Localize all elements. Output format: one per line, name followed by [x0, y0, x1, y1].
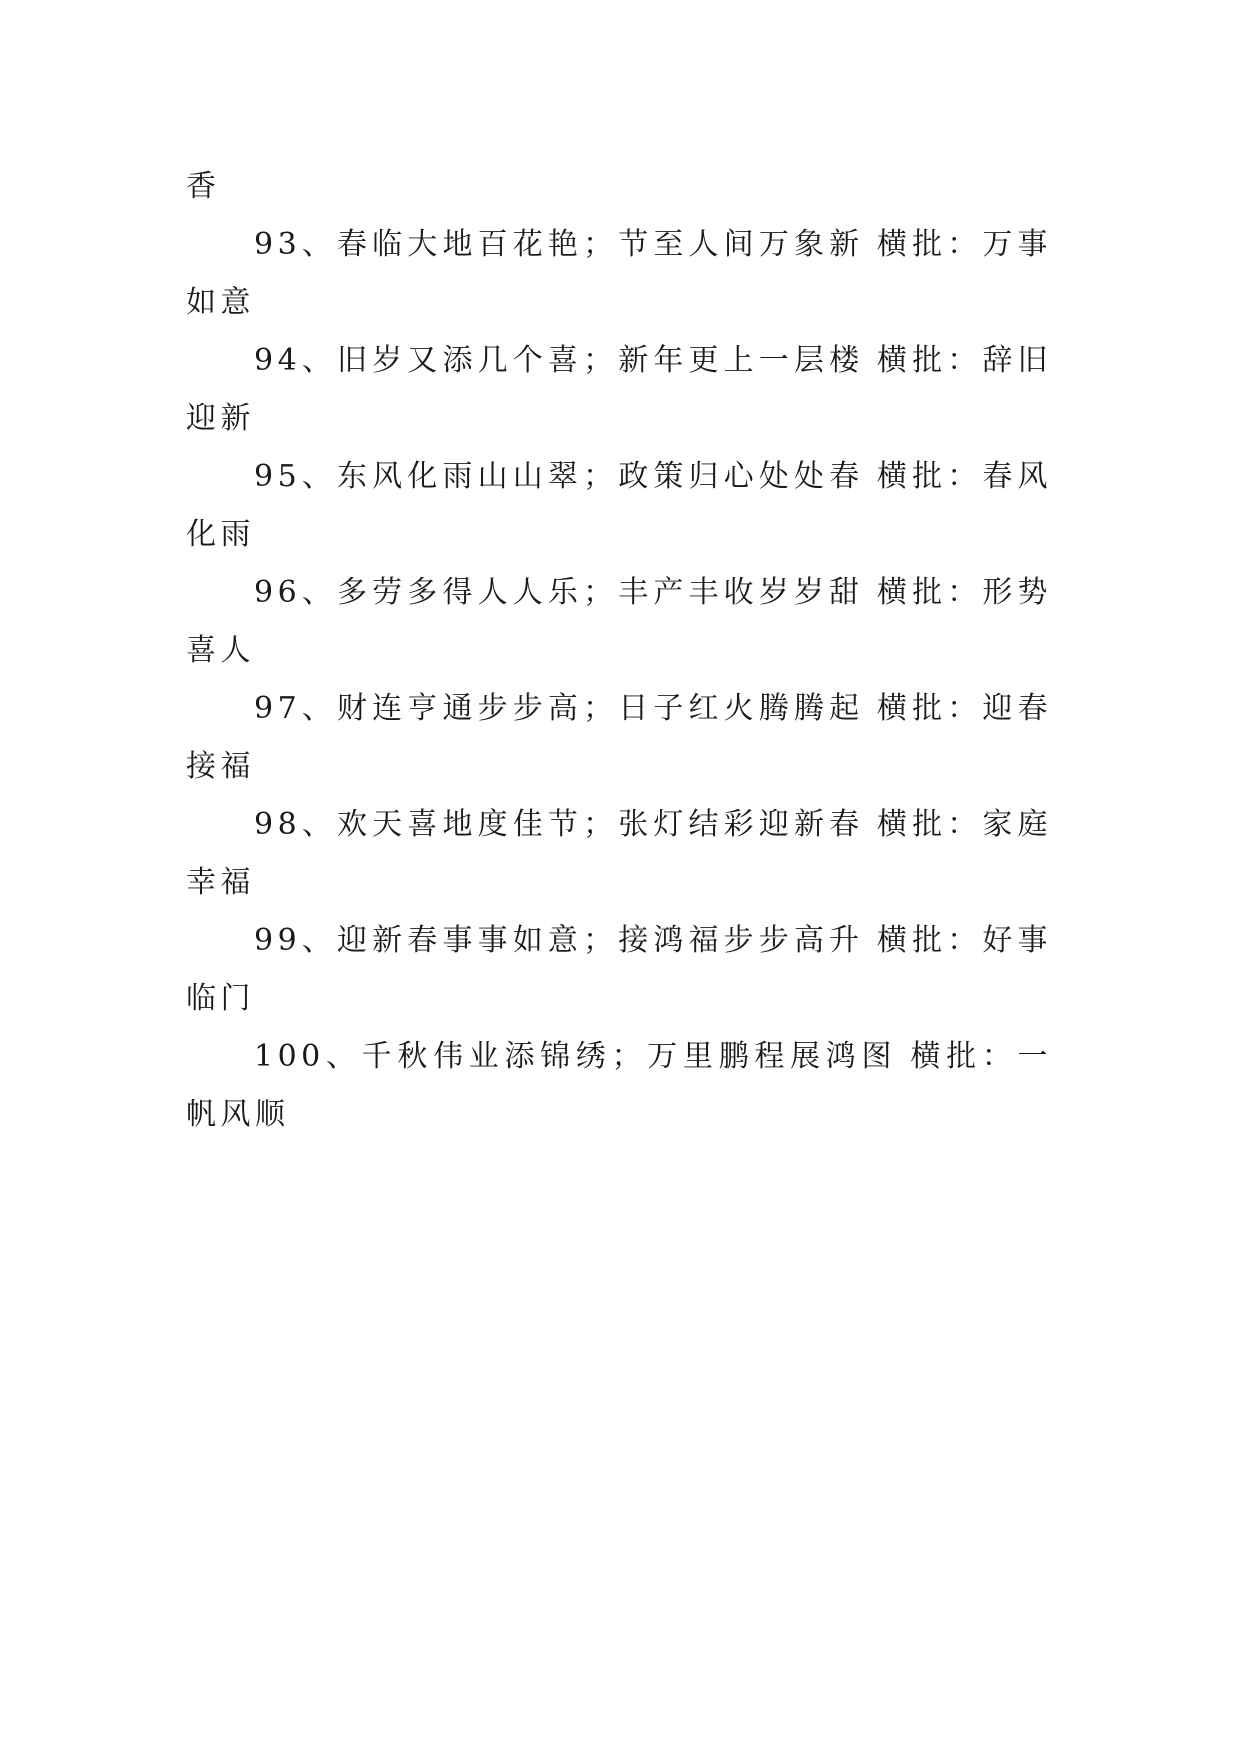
enumeration-mark: 、 — [324, 1039, 362, 1074]
couplet-97 — [186, 680, 1052, 796]
horizontal-scroll: 好事临门 — [186, 923, 1053, 1016]
lower-line: 接鸿福步步高升 — [617, 923, 865, 958]
horizontal-label: 横批： — [909, 1039, 1018, 1074]
separator: ； — [583, 459, 618, 494]
upper-line: 迎新春事事如意 — [337, 923, 584, 958]
couplet-number: 99 — [254, 923, 302, 958]
couplet-number: 93 — [254, 227, 302, 262]
separator: ； — [583, 807, 618, 842]
upper-line: 欢天喜地度佳节 — [337, 807, 584, 842]
separator: ； — [583, 343, 618, 378]
couplet-100 — [186, 1028, 1052, 1144]
enumeration-mark: 、 — [301, 807, 337, 842]
lower-line: 丰产丰收岁岁甜 — [617, 575, 865, 610]
couplet-98 — [186, 796, 1052, 912]
enumeration-mark: 、 — [301, 691, 337, 726]
couplet-number: 100 — [254, 1039, 325, 1074]
lower-line: 新年更上一层楼 — [617, 343, 865, 378]
couplet-93 — [186, 216, 1052, 332]
couplet-number: 94 — [254, 343, 302, 378]
horizontal-label: 横批： — [876, 807, 983, 842]
horizontal-scroll: 迎春接福 — [186, 691, 1053, 784]
horizontal-label: 横批： — [876, 227, 983, 262]
lower-line: 张灯结彩迎新春 — [617, 807, 865, 842]
continuation-line — [186, 158, 1052, 216]
couplet-96 — [186, 564, 1052, 680]
continuation-text: 香 — [186, 169, 221, 204]
document-body — [186, 158, 1052, 1144]
upper-line: 春临大地百花艳 — [337, 227, 584, 262]
couplet-number: 96 — [254, 575, 302, 610]
separator: ； — [583, 227, 618, 262]
lower-line: 节至人间万象新 — [617, 227, 865, 262]
lower-line: 万里鹏程展鸿图 — [646, 1039, 898, 1074]
enumeration-mark: 、 — [301, 459, 337, 494]
horizontal-scroll: 辞旧迎新 — [186, 343, 1053, 436]
couplet-95 — [186, 448, 1052, 564]
lower-line: 日子红火腾腾起 — [617, 691, 865, 726]
separator: ； — [583, 691, 618, 726]
couplet-number: 97 — [254, 691, 302, 726]
horizontal-scroll: 一帆风顺 — [186, 1039, 1053, 1132]
horizontal-label: 横批： — [876, 459, 983, 494]
upper-line: 千秋伟业添锦绣 — [361, 1039, 612, 1074]
upper-line: 旧岁又添几个喜 — [337, 343, 584, 378]
separator: ； — [583, 575, 618, 610]
horizontal-scroll: 家庭幸福 — [186, 807, 1053, 900]
enumeration-mark: 、 — [301, 343, 337, 378]
enumeration-mark: 、 — [301, 923, 337, 958]
horizontal-scroll: 万事如意 — [186, 227, 1053, 320]
horizontal-scroll: 春风化雨 — [186, 459, 1053, 552]
couplet-number: 95 — [254, 459, 302, 494]
horizontal-label: 横批： — [876, 343, 983, 378]
horizontal-label: 横批： — [876, 923, 983, 958]
couplet-99 — [186, 912, 1052, 1028]
horizontal-label: 横批： — [876, 691, 983, 726]
lower-line: 政策归心处处春 — [617, 459, 865, 494]
upper-line: 财连亨通步步高 — [337, 691, 584, 726]
enumeration-mark: 、 — [301, 227, 337, 262]
enumeration-mark: 、 — [301, 575, 337, 610]
couplet-94 — [186, 332, 1052, 448]
upper-line: 多劳多得人人乐 — [337, 575, 584, 610]
horizontal-label: 横批： — [876, 575, 983, 610]
couplet-number: 98 — [254, 807, 302, 842]
separator: ； — [611, 1039, 647, 1074]
separator: ； — [583, 923, 618, 958]
horizontal-scroll: 形势喜人 — [186, 575, 1053, 668]
upper-line: 东风化雨山山翠 — [337, 459, 584, 494]
